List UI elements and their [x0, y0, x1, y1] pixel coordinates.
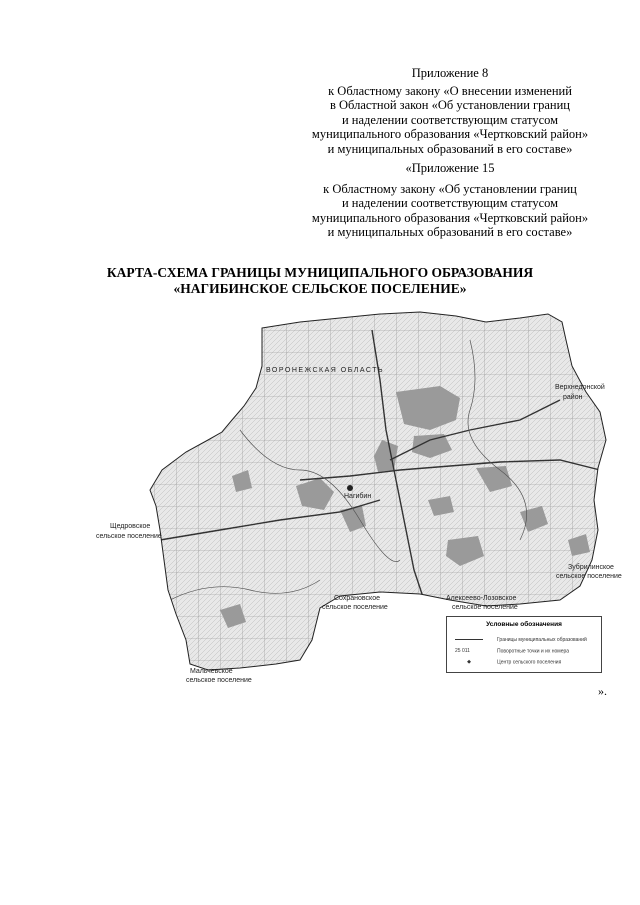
label-voronezh-region: ВОРОНЕЖСКАЯ ОБЛАСТЬ — [266, 367, 385, 374]
appendix-15-title: «Приложение 15 — [405, 161, 495, 175]
label-verkhnedon-line2: район — [563, 394, 583, 401]
legend-row-center — [455, 659, 561, 665]
legend-row-boundary — [455, 637, 587, 643]
legend-points-label: Поворотные точки и их номера — [497, 648, 570, 655]
label-sokhranovskoe-line2: сельское поселение — [322, 604, 388, 611]
appendix-8-line: и наделении соответствующим статусом — [341, 112, 559, 127]
label-alekseevo-line1: Алексеево-Лозовское — [446, 595, 517, 602]
appendix-15-line: и муниципальных образований в его составе» — [327, 225, 573, 239]
label-shchedrovskoe-line1: Щедровское — [110, 523, 151, 530]
appendix-8-title: Приложение 8 — [411, 66, 489, 80]
legend-boundary-label: Границы муниципальных образований — [497, 637, 587, 643]
appendix-8-line: в Областной закон «Об установлении границ — [329, 98, 570, 112]
label-zubrilinskoe-line1: Зубрилинское — [568, 564, 614, 571]
appendix-8-line: муниципального образования «Чертковский район» — [311, 127, 589, 141]
center-marker-icon: ◆ — [467, 659, 471, 665]
closing-quote: ». — [598, 684, 607, 698]
label-malchevskoe-line2: сельское поселение — [186, 677, 252, 684]
label-alekseevo-line2: сельское поселение — [452, 604, 518, 611]
label-zubrilinskoe-line2: сельское поселение — [556, 573, 622, 580]
settlement-center-marker — [347, 485, 353, 491]
appendix-15-line: муниципального образования «Чертковский район» — [311, 210, 589, 225]
boundary-line-icon — [455, 639, 483, 640]
legend-center-label: Центр сельского поселения — [497, 659, 562, 666]
label-sokhranovskoe-line1: Сохрановское — [334, 595, 380, 602]
appendix-8-line: и муниципальных образований в его составе» — [327, 141, 573, 156]
legend-point-number: 25 011 — [455, 648, 470, 654]
label-shchedrovskoe-line2: сельское поселение — [96, 533, 162, 540]
label-settlement-center: Нагибин — [344, 493, 372, 500]
label-malchevskoe-line1: Мальчевское — [190, 668, 233, 675]
appendix-8-line: к Областному закону «О внесении изменений — [328, 83, 572, 98]
map-legend — [446, 616, 602, 673]
appendix-15-line: к Областному закону «Об установлении границ — [323, 181, 577, 196]
legend-title: Условные обозначения — [486, 621, 562, 628]
label-verkhnedon-line1: Верхнедонской — [555, 384, 605, 391]
appendix-15-line: и наделении соответствующим статусом — [341, 196, 559, 210]
legend-row-points — [455, 648, 569, 654]
title-line-2: «НАГИБИНСКОЕ СЕЛЬСКОЕ ПОСЕЛЕНИЕ» — [173, 281, 467, 296]
title-line-1: КАРТА-СХЕМА ГРАНИЦЫ МУНИЦИПАЛЬНОГО ОБРАЗОВАНИЯ — [106, 265, 534, 280]
